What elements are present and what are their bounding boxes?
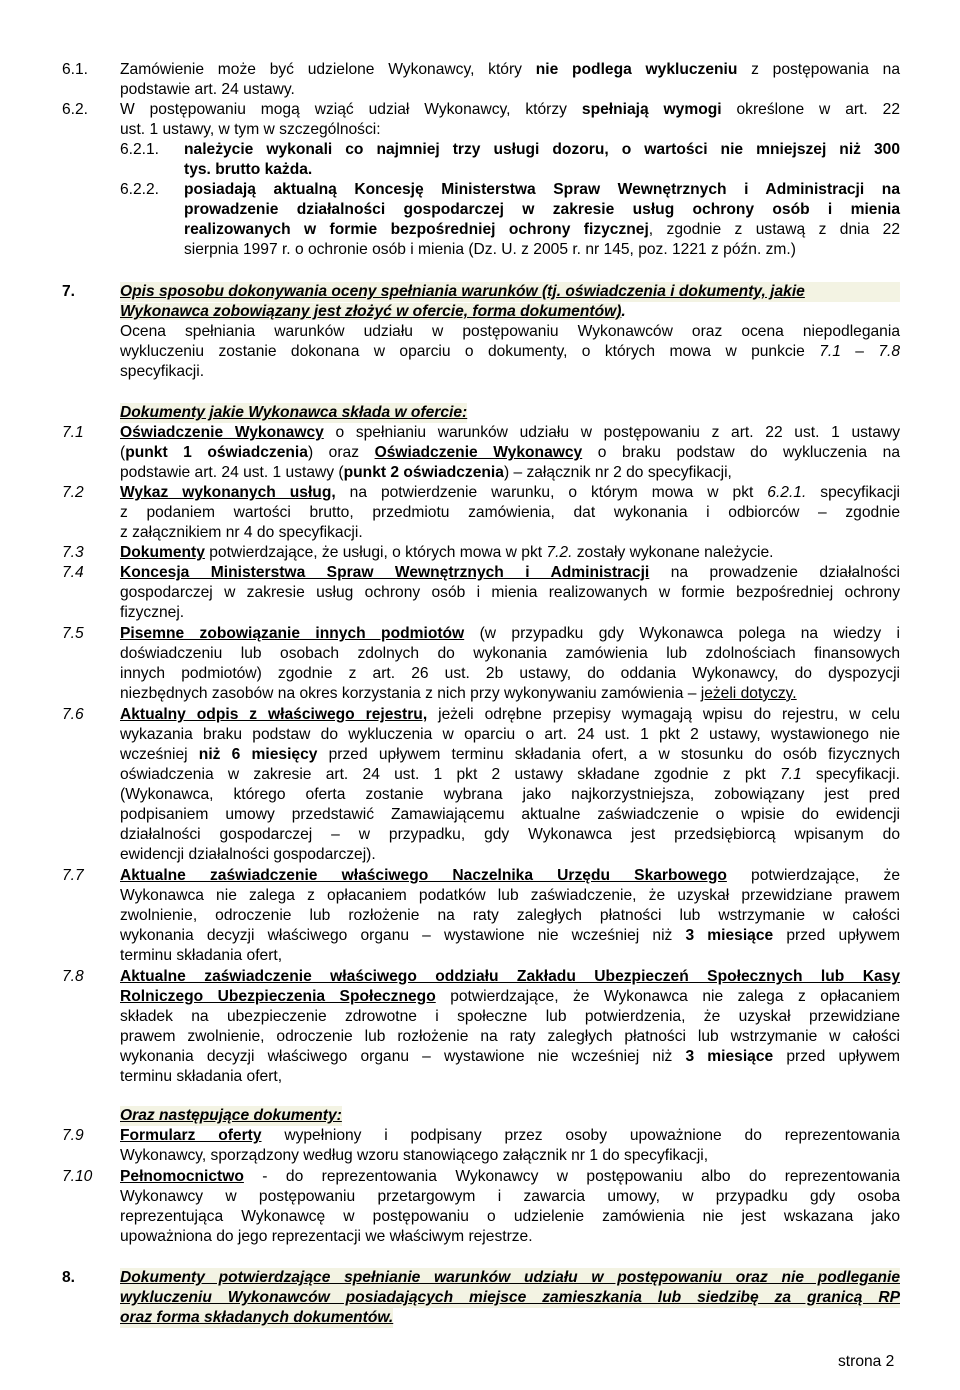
paragraph-line: działalności gospodarczej – w przypadku, gdy Wykonawca jest przedsiębiorcą wpisanym do — [120, 826, 900, 843]
paragraph-line: składek na ubezpieczenie zdrowotne i społeczne lub potwierdzenia, że uzyskał przewidziane — [120, 1008, 900, 1025]
paragraph-line: wykonania decyzji właściwego organu – wystawione nie wcześniej niż 3 miesiące przed upływem — [120, 1048, 900, 1065]
section-heading: Dokumenty potwierdzające spełnianie warunków udziału w postępowaniu oraz nie podleganie — [120, 1269, 900, 1286]
paragraph-line: Pisemne zobowiązanie innych podmiotów (w przypadku gdy Wykonawca polega na wiedzy i — [120, 625, 900, 642]
paragraph-line: wcześniej niż 6 miesięcy przed upływem terminu składania ofert, a w stosunku do osób fizycznych — [120, 746, 900, 763]
paragraph-line: specyfikacji. — [120, 363, 205, 380]
item-number: 7.4 — [62, 564, 84, 581]
paragraph-line: tys. brutto każda. — [184, 161, 313, 178]
section-number: 6.2. — [62, 101, 89, 118]
paragraph-line: wykluczeniu zostanie dokonana w oparciu o dokumenty, o których mowa w punkcie 7.1 – 7.8 — [120, 343, 900, 360]
paragraph-line: doświadczeniu lub osobach zdolnych do wykonania zamówienia lub zdolnościach finansowych — [120, 645, 900, 662]
section-number: 8. — [62, 1269, 76, 1286]
paragraph-line: gospodarczej w zakresie usług ochrony osób i mienia realizowanych w formie bezpośredniej ochrony — [120, 584, 900, 601]
item-number: 7.5 — [62, 625, 84, 642]
subsection-number: 6.2.1. — [120, 141, 160, 158]
section-heading: Opis sposobu dokonywania oceny spełniania warunków (tj. oświadczenia i dokumenty, jakie — [120, 282, 900, 302]
item-number: 7.3 — [62, 544, 84, 561]
paragraph-line: posiadają aktualną Koncesję Ministerstwa Spraw Wewnętrznych i Administracji na — [184, 181, 900, 198]
paragraph-line: (Wykonawca, którego oferta zostanie wybrana jako najkorzystniejsza, zobowiązany jest pred — [120, 786, 900, 803]
item-number: 7.7 — [62, 867, 84, 884]
item-number: 7.9 — [62, 1127, 84, 1144]
paragraph-line: ewidencji działalności gospodarczej). — [120, 846, 376, 863]
paragraph-line: Rolniczego Ubezpieczenia Społecznego potwierdzające, że Wykonawca nie zalega z opłacaniem — [120, 988, 900, 1005]
paragraph-line: Wykonawca nie zalega z opłacaniem podatków lub zaświadczenie, że uzyskał przewidziane prawem — [120, 887, 900, 904]
paragraph-line: fizycznej. — [120, 604, 185, 621]
paragraph-line: należycie wykonali co najmniej trzy usługi dozoru, o wartości nie mniejszej niż 300 — [184, 141, 900, 158]
paragraph-line: ust. 1 ustawy, w tym w szczególności: — [120, 121, 381, 138]
paragraph-line: Aktualny odpis z właściwego rejestru, jeżeli odrębne przepisy wymagają wpisu do rejestru, w celu — [120, 706, 901, 723]
paragraph-line: upoważniona do jego reprezentacji we właściwym rejestrze. — [120, 1228, 533, 1245]
item-number: 7.10 — [62, 1168, 93, 1185]
subheading: Dokumenty jakie Wykonawca składa w ofercie: — [120, 404, 468, 421]
paragraph-line: z załącznikiem nr 4 do specyfikacji. — [120, 524, 363, 541]
paragraph-line: Aktualne zaświadczenie właściwego oddziału Zakładu Ubezpieczeń Społecznych lub Kasy — [120, 968, 900, 985]
item-number: 7.2 — [62, 484, 84, 501]
page-number: strona 2 — [838, 1353, 895, 1370]
paragraph-line: reprezentująca Wykonawcę w postępowaniu o udzielenie zamówienia nie jest wskazana jako — [120, 1208, 900, 1225]
paragraph-line: Wykonawcy, sporządzony według wzoru stanowiącego załącznik nr 1 do specyfikacji, — [120, 1147, 709, 1164]
item-number: 7.6 — [62, 706, 84, 723]
paragraph-line: terminu składania ofert, — [120, 947, 283, 964]
paragraph-line: innych podmiotów) zgodnie z art. 26 ust. 2b ustawy, do oddania Wykonawcy, do dyspozycji — [120, 665, 900, 682]
section-heading: oraz forma składanych dokumentów. — [120, 1309, 394, 1326]
paragraph-line: podstawie art. 24 ust. 1 ustawy (punkt 2 oświadczenia) – załącznik nr 2 do specyfikacji, — [120, 464, 732, 481]
paragraph-line: wykonania decyzji właściwego organu – wystawione nie wcześniej niż 3 miesiące przed upływem — [120, 927, 900, 944]
paragraph-line: niezbędnych zasobów na okres korzystania z nich przy wykonywaniu zamówienia – jeżeli dotyczy. — [120, 685, 797, 702]
paragraph-line: wykazania braku podstaw do wykluczenia w oparciu o art. 24 ust. 1 pkt 2 ustawy, wystawionego nie — [120, 726, 900, 743]
paragraph-line: Oświadczenie Wykonawcy o spełnianiu warunków udziału w postępowaniu z art. 22 ust. 1 ustawy — [120, 424, 900, 441]
paragraph-line: terminu składania ofert, — [120, 1068, 283, 1085]
section-number: 6.1. — [62, 61, 89, 78]
section-heading: Wykonawca zobowiązany jest złożyć w ofercie, forma dokumentów). — [120, 303, 626, 320]
subheading: Oraz następujące dokumenty: — [120, 1107, 342, 1124]
paragraph-line: prawem zwolnienie, odroczenie lub rozłożenie na raty zaległych płatności lub wstrzymanie w całości — [120, 1028, 900, 1045]
item-number: 7.8 — [62, 968, 84, 985]
paragraph-line: Formularz oferty wypełniony i podpisany przez osoby upoważnione do reprezentowania — [120, 1127, 900, 1144]
paragraph-line: z podaniem wartości brutto, przedmiotu zamówienia, dat wykonania i odbiorców – zgodnie — [120, 504, 900, 521]
item-number: 7.1 — [62, 424, 84, 441]
paragraph-line: realizowanych w formie bezpośredniej ochrony fizycznej, zgodnie z ustawą z dnia 22 — [184, 221, 901, 238]
paragraph-line: zwolnienie, odroczenie lub rozłożenie na raty zaległych płatności lub wstrzymanie w całości — [120, 907, 900, 924]
paragraph-line: Zamówienie może być udzielone Wykonawcy, który nie podlega wykluczeniu z postępowania na — [120, 61, 900, 78]
paragraph-line: Dokumenty potwierdzające, że usługi, o których mowa w pkt 7.2. zostały wykonane należycie. — [120, 544, 774, 561]
paragraph-line: podstawie art. 24 ustawy. — [120, 81, 295, 98]
paragraph-line: podpisaniem umowy przedstawić Zamawiającemu aktualne zaświadczenie o wpisie do ewidencji — [120, 806, 900, 823]
paragraph-line: sierpnia 1997 r. o ochronie osób i mienia (Dz. U. z 2005 r. nr 145, poz. 1221 z późn. zm.) — [184, 241, 796, 258]
paragraph-line: Aktualne zaświadczenie właściwego Naczelnika Urzędu Skarbowego potwierdzające, że — [120, 867, 900, 884]
paragraph-line: W postępowaniu mogą wziąć udział Wykonawcy, którzy spełniają wymogi określone w art. 22 — [120, 101, 900, 118]
paragraph-line: oświadczenia w zakresie art. 24 ust. 1 pkt 2 ustawy składane zgodnie z pkt 7.1 specyfikacji. — [120, 766, 900, 783]
subsection-number: 6.2.2. — [120, 181, 160, 198]
paragraph-line: Koncesja Ministerstwa Spraw Wewnętrznych i Administracji na prowadzenie działalności — [120, 564, 900, 581]
paragraph-line: Wykaz wykonanych usług, na potwierdzenie warunku, o którym mowa w pkt 6.2.1. specyfikacji — [120, 484, 901, 501]
paragraph-line: Wykonawcy w postępowaniu przetargowym i zawarcia umowy, w przypadku gdy osoba — [120, 1188, 900, 1205]
paragraph-line: Ocena spełniania warunków udziału w postępowaniu Wykonawców oraz ocena niepodlegania — [120, 323, 900, 340]
paragraph-line: prowadzenie działalności gospodarczej w zakresie usług ochrony osób i mienia — [184, 201, 900, 218]
paragraph-line: Pełnomocnictwo - do reprezentowania Wykonawcy w postępowaniu albo do reprezentowania — [120, 1168, 900, 1185]
paragraph-line: (punkt 1 oświadczenia) oraz Oświadczenie Wykonawcy o braku podstaw do wykluczenia na — [120, 444, 900, 461]
section-heading: wykluczeniu Wykonawców posiadających miejsce zamieszkania lub siedzibę za granicą RP — [120, 1289, 900, 1306]
section-number: 7. — [62, 283, 76, 300]
